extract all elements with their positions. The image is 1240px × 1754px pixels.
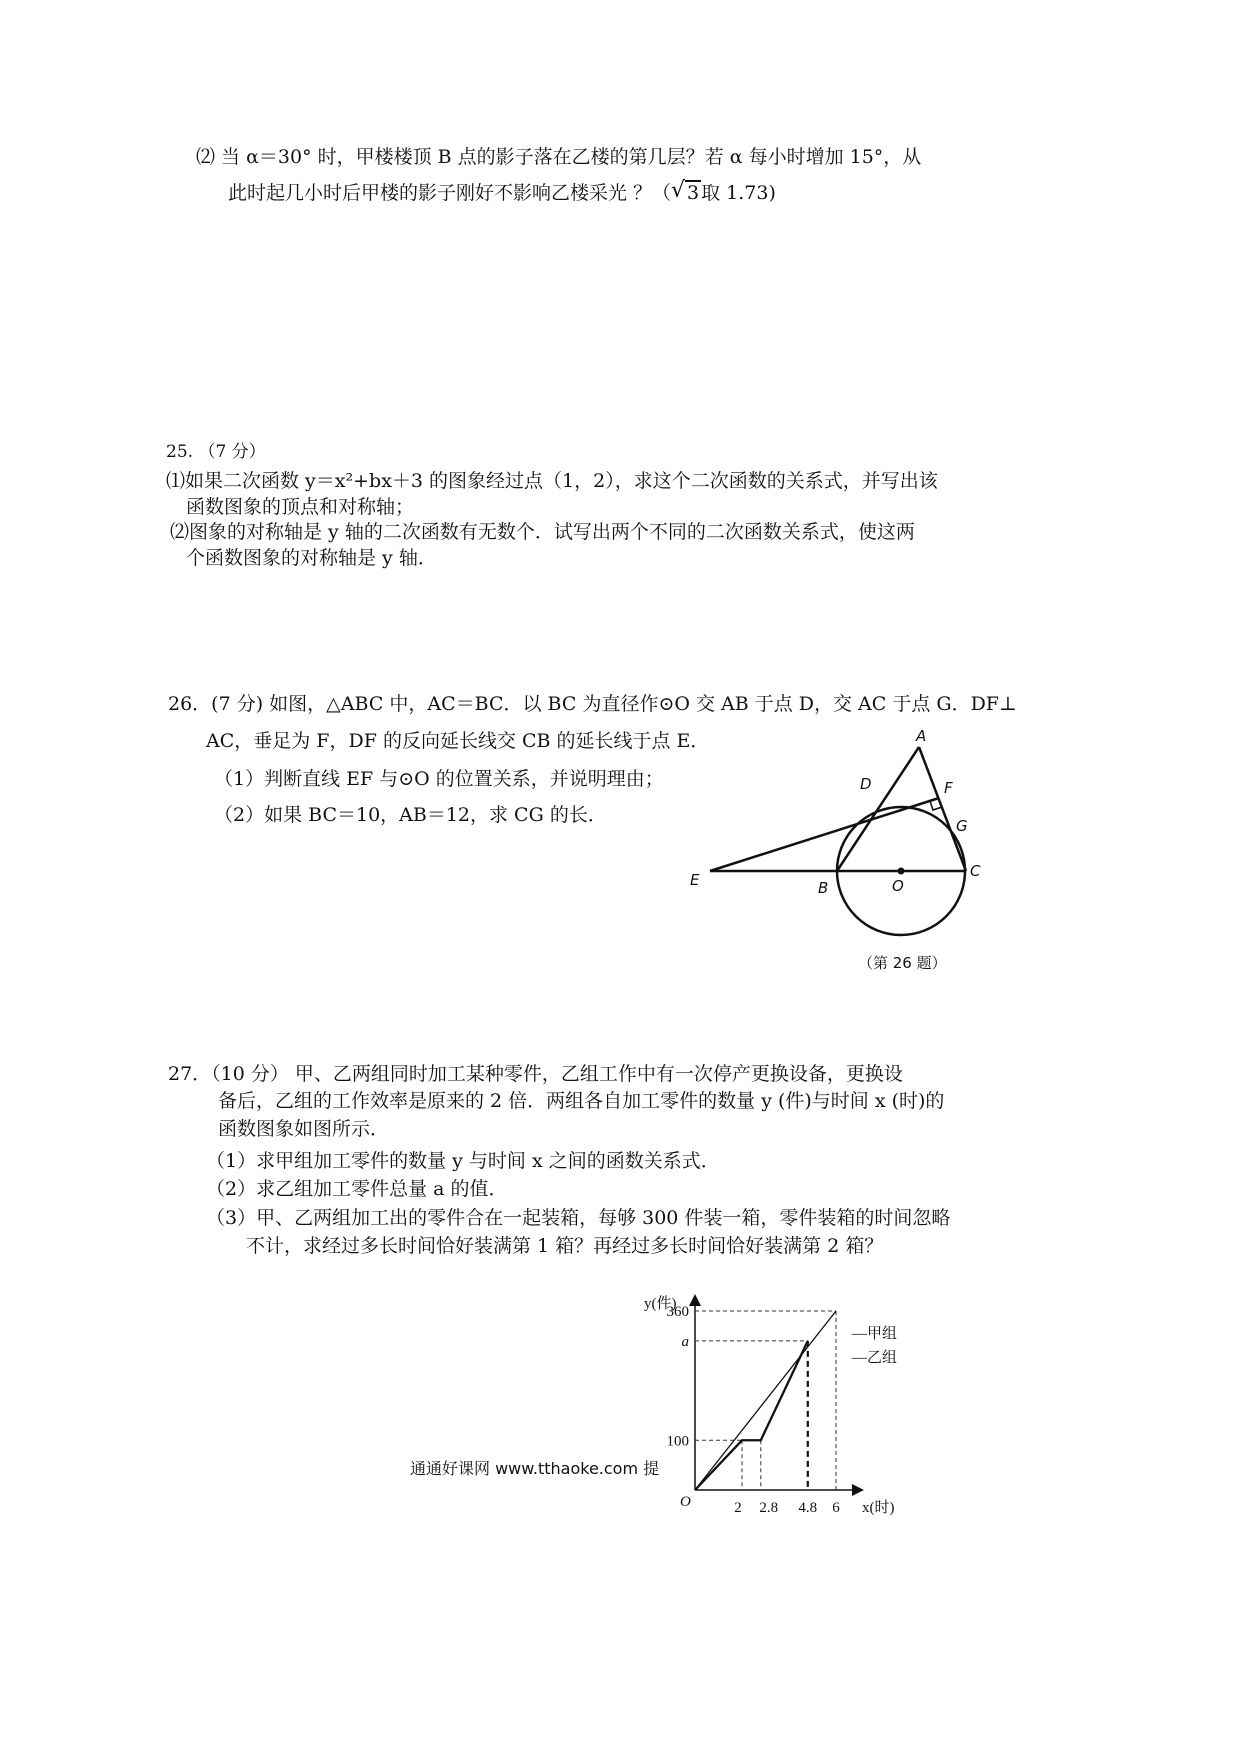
y-axis-label: y(件) (644, 1296, 677, 1312)
xtick-4-8: 4.8 (798, 1500, 818, 1516)
center-dot (898, 868, 905, 875)
legend-yi: —乙组 (852, 1350, 898, 1366)
q25-part1-line2: 函数图象的顶点和对称轴； (186, 496, 415, 518)
origin-label: O (680, 1494, 691, 1510)
q24-line2-tail: 取 1.73) (701, 182, 776, 204)
segment-ac (919, 747, 966, 871)
line-chart-q27 (640, 1290, 940, 1530)
label-f: F (944, 779, 953, 797)
ytick-360: 360 (666, 1304, 689, 1321)
xtick-2-8: 2.8 (759, 1500, 779, 1516)
label-o: O (892, 877, 904, 895)
q27-sub3-line2: 不计，求经过多长时间恰好装满第 1 箱？再经过多长时间恰好装满第 2 箱？ (246, 1235, 884, 1257)
legend-jia: —甲组 (852, 1326, 898, 1342)
q25-header: 25. （7 分） (166, 442, 266, 462)
q27-sub2: （2）求乙组加工零件总量 a 的值． (206, 1178, 508, 1200)
q26-line1: 26．(7 分) 如图，△ABC 中，AC＝BC．以 BC 为直径作⊙O 交 AB 于点 D，交 AC 于点 G．DF⊥ (168, 693, 1017, 715)
label-e: E (690, 871, 700, 889)
ytick-100: 100 (666, 1433, 689, 1450)
ytick-a: a (681, 1333, 689, 1350)
label-d: D (860, 775, 872, 793)
geometry-figure-26 (690, 725, 990, 985)
q25-part2-line1: ⑵图象的对称轴是 y 轴的二次函数有无数个．试写出两个不同的二次函数关系式，使这两 (170, 521, 915, 543)
xtick-6: 6 (832, 1500, 840, 1516)
q24-line2-text: 此时起几小时后甲楼的影子刚好不影响乙楼采光 ？（ (228, 182, 672, 204)
segment-ef (710, 798, 939, 871)
q27-sub3-line1: （3）甲、乙两组加工出的零件合在一起装箱，每够 300 件装一箱，零件装箱的时间忽略 (206, 1207, 951, 1229)
label-b: B (818, 879, 829, 897)
q26-sub1: （1）判断直线 EF 与⊙O 的位置关系，并说明理由； (214, 768, 664, 790)
series-jia-line (695, 1311, 836, 1490)
label-g: G (956, 817, 968, 835)
q24-part2-line1: ⑵ 当 α＝30° 时，甲楼楼顶 B 点的影子落在乙楼的第几层？若 α 每小时增加 15°，从 (196, 146, 922, 168)
label-c: C (970, 862, 981, 880)
footer-watermark: 通通好课网 www.tthaoke.com 提 (410, 1459, 660, 1478)
tick-labels (667, 1304, 841, 1516)
q25-part1-line1: ⑴如果二次函数 y＝x²+bx＋3 的图象经过点（1，2），求这个二次函数的关系式，并写出该 (166, 470, 938, 492)
sqrt-3: √ 3 (671, 178, 700, 204)
xtick-2: 2 (734, 1500, 742, 1516)
q25-part2-line2: 个函数图象的对称轴是 y 轴． (186, 547, 437, 569)
series-lines (695, 1311, 836, 1490)
q27-line1: 27．（10 分） 甲、乙两组同时加工某种零件，乙组工作中有一次停产更换设备，更换设 (168, 1063, 903, 1085)
q24-part2-line2 (228, 178, 776, 205)
x-axis-label: x(时) (862, 1500, 895, 1516)
q27-sub1: （1）求甲组加工零件的数量 y 与时间 x 之间的函数关系式． (206, 1150, 720, 1172)
q26-sub2: （2）如果 BC＝10，AB＝12，求 CG 的长． (214, 804, 607, 826)
label-a: A (916, 727, 927, 745)
q27-line2: 备后，乙组的工作效率是原来的 2 倍．两组各自加工零件的数量 y (件)与时间 x (时)的 (218, 1090, 945, 1112)
q27-line3: 函数图象如图所示． (218, 1118, 390, 1140)
figure-26-caption: （第 26 题） (858, 954, 947, 972)
q26-line2: AC，垂足为 F，DF 的反向延长线交 CB 的延长线于点 E． (206, 730, 710, 752)
